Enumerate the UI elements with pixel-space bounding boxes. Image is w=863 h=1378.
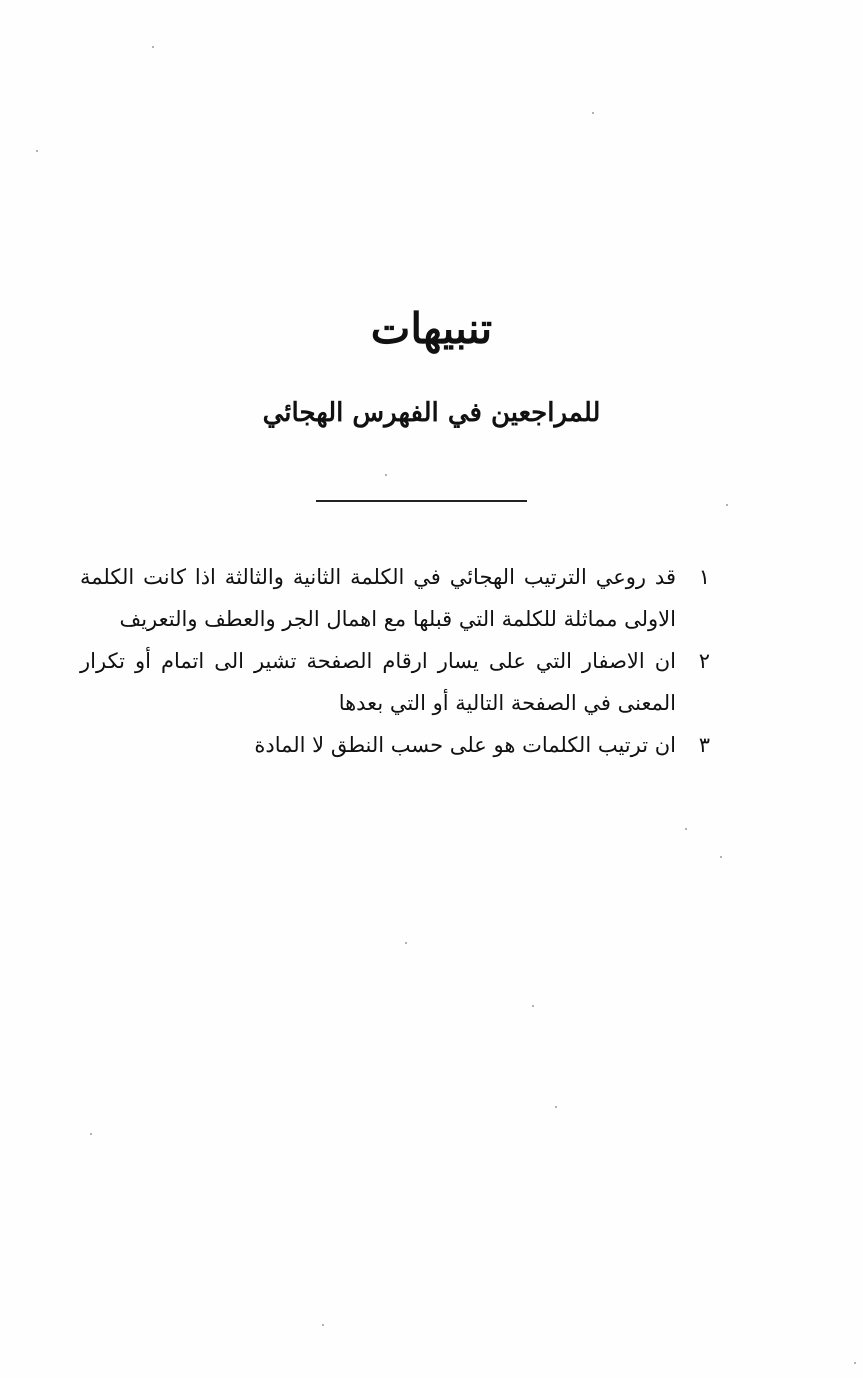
scan-speck bbox=[36, 150, 38, 152]
scan-speck bbox=[90, 1133, 92, 1135]
note-number: ٢ bbox=[698, 649, 710, 673]
scan-speck bbox=[726, 504, 728, 506]
note-item-3 bbox=[80, 724, 710, 766]
scan-speck bbox=[385, 474, 387, 476]
notes-list bbox=[80, 556, 710, 766]
page-title: تنبيهات bbox=[370, 304, 493, 353]
page-subtitle: للمراجعين في الفهرس الهجائي bbox=[262, 398, 601, 428]
scan-speck bbox=[532, 1005, 534, 1007]
note-number: ١ bbox=[698, 565, 710, 589]
scan-speck bbox=[685, 828, 687, 830]
scan-speck bbox=[322, 1324, 324, 1326]
note-item-1 bbox=[80, 556, 710, 640]
note-text: قد روعي الترتيب الهجائي في الكلمة الثانية والثالثة اذا كانت الكلمة الاولى مماثلة للكلمة التي قبلها مع اهمال الجر والعطف والتعريف bbox=[80, 565, 676, 631]
scan-speck bbox=[555, 1106, 557, 1108]
scan-speck bbox=[854, 1362, 856, 1364]
scan-speck bbox=[405, 942, 407, 944]
scan-speck bbox=[152, 46, 154, 48]
divider-rule bbox=[316, 500, 527, 502]
note-number: ٣ bbox=[698, 733, 710, 757]
note-text: ان الاصفار التي على يسار ارقام الصفحة تشير الى اتمام أو تكرار المعنى في الصفحة التالية أو التي بعدها bbox=[80, 649, 676, 715]
note-text: ان ترتيب الكلمات هو على حسب النطق لا المادة bbox=[254, 733, 676, 757]
note-item-2 bbox=[80, 640, 710, 724]
scan-speck bbox=[720, 856, 722, 858]
scan-speck bbox=[592, 112, 594, 114]
